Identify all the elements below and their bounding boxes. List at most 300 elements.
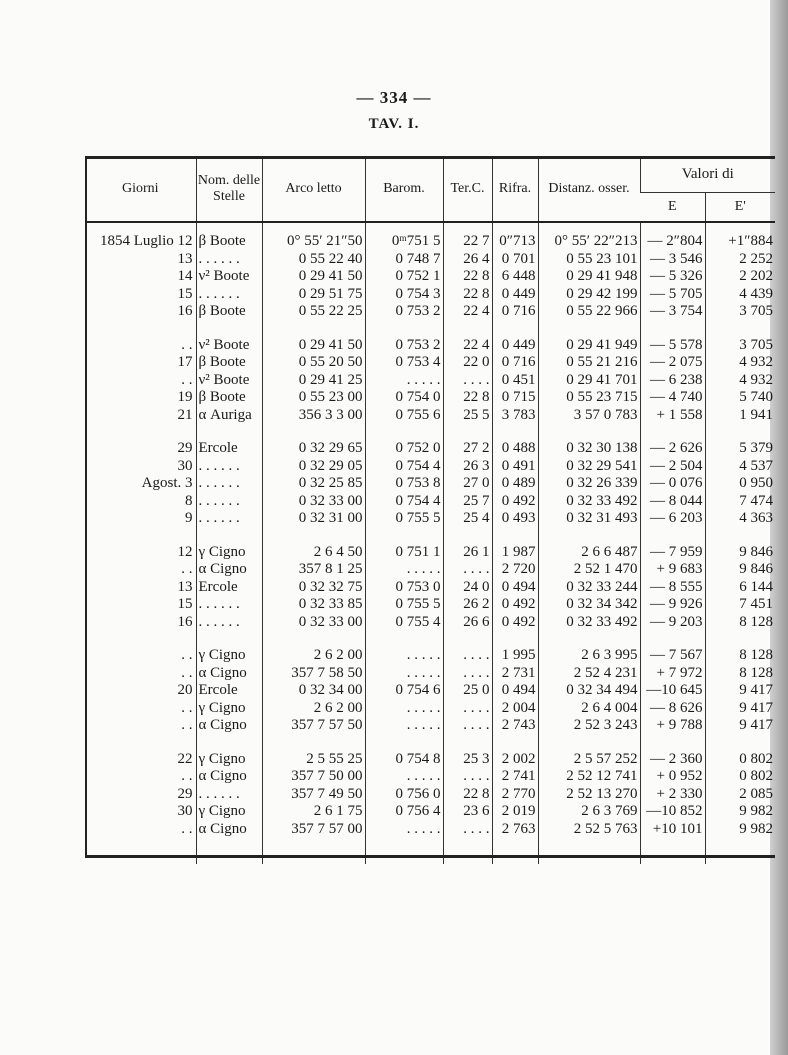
table-row (85, 751, 775, 769)
cell-termometro: 25 4 (443, 510, 492, 528)
cell-barometro: . . . . . (365, 768, 443, 786)
cell-distanza-osservata: 0 55 22 966 (538, 303, 640, 321)
cell-valore-e1: 2 085 (705, 786, 775, 804)
cell-arco-letto: 0 32 25 85 (262, 475, 365, 493)
cell-distanza-osservata: 0 32 33 244 (538, 579, 640, 597)
empty-cell (85, 735, 196, 751)
cell-valore-e1: 4 932 (705, 354, 775, 372)
cell-termometro: 26 1 (443, 544, 492, 562)
cell-valore-e: — 5 705 (640, 286, 705, 304)
cell-valore-e1: +1″884 (705, 233, 775, 251)
spacer-row (85, 631, 775, 647)
cell-giorno: 29 (177, 785, 193, 802)
empty-cell (705, 321, 775, 337)
cell-stella: . . . . . . (196, 596, 262, 614)
table-row (85, 251, 775, 269)
cell-arco-letto: 0 29 41 50 (262, 337, 365, 355)
cell-distanza-osservata: 2 6 6 487 (538, 544, 640, 562)
cell-giorno: . . (181, 664, 193, 681)
cell-arco-letto: 0 32 33 85 (262, 596, 365, 614)
table-row (85, 372, 775, 390)
cell-valore-e1: 3 705 (705, 337, 775, 355)
cell-giorno: 21 (177, 406, 193, 423)
cell-valore-e: — 7 959 (640, 544, 705, 562)
cell-stella: γ Cigno (196, 700, 262, 718)
cell-termometro: 22 4 (443, 303, 492, 321)
cell-barometro: 0 756 4 (365, 803, 443, 821)
cell-valore-e1: 9 417 (705, 682, 775, 700)
cell-rifrazione: 1 995 (492, 647, 538, 665)
cell-stella: γ Cigno (196, 647, 262, 665)
cell-distanza-osservata: 0 32 29 541 (538, 458, 640, 476)
cell-rifrazione: 0 492 (492, 614, 538, 632)
cell-stella: α Auriga (196, 407, 262, 425)
cell-barometro: 0 756 0 (365, 786, 443, 804)
empty-cell (196, 222, 262, 233)
empty-cell (262, 321, 365, 337)
cell-valore-e: — 6 203 (640, 510, 705, 528)
cell-termometro: . . . . (443, 700, 492, 718)
cell-termometro: 27 2 (443, 440, 492, 458)
cell-distanza-osservata: 0 32 34 342 (538, 596, 640, 614)
cell-rifrazione: 2 002 (492, 751, 538, 769)
cell-termometro: 26 6 (443, 614, 492, 632)
cell-stella: β Boote (196, 233, 262, 251)
empty-cell (443, 528, 492, 544)
cell-valore-e1: 1 941 (705, 407, 775, 425)
cell-rifrazione: 2 741 (492, 768, 538, 786)
cell-giorno: 13 (177, 578, 193, 595)
cell-termometro: 22 0 (443, 354, 492, 372)
cell-valore-e: — 5 326 (640, 268, 705, 286)
empty-cell (365, 631, 443, 647)
cell-giorno: Agost. 3 (141, 475, 193, 491)
empty-cell (538, 321, 640, 337)
cell-valore-e: — 7 567 (640, 647, 705, 665)
cell-distanza-osservata: 2 6 3 769 (538, 803, 640, 821)
empty-cell (640, 838, 705, 864)
cell-distanza-osservata: 3 57 0 783 (538, 407, 640, 425)
cell-valore-e1: 2 202 (705, 268, 775, 286)
cell-valore-e1: 9 982 (705, 803, 775, 821)
cell-barometro: 0 754 8 (365, 751, 443, 769)
empty-cell (365, 222, 443, 233)
header-ter: Ter.C. (443, 156, 492, 222)
cell-arco-letto: 0 55 23 00 (262, 389, 365, 407)
cell-termometro: 25 5 (443, 407, 492, 425)
cell-stella: γ Cigno (196, 803, 262, 821)
cell-rifrazione: 0″713 (492, 233, 538, 251)
cell-valore-e: — 4 740 (640, 389, 705, 407)
table-row (85, 354, 775, 372)
empty-cell (196, 321, 262, 337)
cell-barometro: 0 752 1 (365, 268, 443, 286)
cell-stella: β Boote (196, 303, 262, 321)
empty-cell (262, 424, 365, 440)
cell-valore-e1: 7 451 (705, 596, 775, 614)
empty-cell (443, 631, 492, 647)
table-row (85, 665, 775, 683)
empty-cell (705, 631, 775, 647)
cell-arco-letto: 0° 55′ 21″50 (262, 233, 365, 251)
cell-barometro: 0 754 0 (365, 389, 443, 407)
cell-valore-e1: 9 417 (705, 700, 775, 718)
cell-rifrazione: 2 763 (492, 821, 538, 839)
cell-distanza-osservata: 0 55 23 715 (538, 389, 640, 407)
cell-barometro: . . . . . (365, 821, 443, 839)
empty-cell (705, 735, 775, 751)
cell-rifrazione: 2 004 (492, 700, 538, 718)
empty-cell (492, 424, 538, 440)
cell-rifrazione: 0 449 (492, 337, 538, 355)
cell-arco-letto: 357 7 57 00 (262, 821, 365, 839)
empty-cell (492, 838, 538, 864)
table-row (85, 303, 775, 321)
empty-cell (705, 222, 775, 233)
cell-giorno: . . (181, 820, 193, 837)
cell-stella: Ercole (196, 682, 262, 700)
cell-giorno: . . (181, 717, 193, 733)
header-rifra: Rifra. (492, 156, 538, 222)
cell-giorno: 29 (177, 440, 193, 456)
empty-cell (538, 222, 640, 233)
cell-giorno: . . (181, 647, 193, 663)
table-body (85, 222, 775, 864)
empty-cell (262, 838, 365, 864)
empty-cell (85, 222, 196, 233)
cell-valore-e: — 2 075 (640, 354, 705, 372)
cell-stella: . . . . . . (196, 475, 262, 493)
empty-cell (443, 838, 492, 864)
cell-stella: . . . . . . (196, 786, 262, 804)
empty-cell (443, 424, 492, 440)
empty-cell (85, 631, 196, 647)
empty-cell (640, 528, 705, 544)
cell-giorno: 13 (177, 250, 193, 267)
cell-arco-letto: 0 32 33 00 (262, 614, 365, 632)
cell-giorno: 15 (177, 285, 193, 302)
empty-cell (262, 631, 365, 647)
empty-cell (492, 222, 538, 233)
cell-valore-e1: 4 932 (705, 372, 775, 390)
cell-rifrazione: 0 494 (492, 682, 538, 700)
cell-distanza-osservata: 2 52 3 243 (538, 717, 640, 735)
cell-valore-e: — 2″804 (640, 233, 705, 251)
cell-rifrazione: 2 720 (492, 561, 538, 579)
table-row (85, 544, 775, 562)
cell-stella: . . . . . . (196, 510, 262, 528)
cell-arco-letto: 0 32 29 05 (262, 458, 365, 476)
cell-rifrazione: 0 491 (492, 458, 538, 476)
empty-cell (640, 735, 705, 751)
cell-barometro: . . . . . (365, 561, 443, 579)
cell-valore-e: — 2 360 (640, 751, 705, 769)
cell-valore-e1: 0 802 (705, 768, 775, 786)
cell-rifrazione: 2 743 (492, 717, 538, 735)
cell-distanza-osservata: 0 29 41 949 (538, 337, 640, 355)
cell-valore-e: + 9 788 (640, 717, 705, 735)
cell-arco-letto: 0 55 22 40 (262, 251, 365, 269)
cell-valore-e1: 9 846 (705, 544, 775, 562)
empty-cell (705, 528, 775, 544)
cell-giorno: 12 (177, 543, 193, 560)
cell-valore-e: —10 645 (640, 682, 705, 700)
cell-distanza-osservata: 0 29 41 701 (538, 372, 640, 390)
cell-valore-e1: 0 802 (705, 751, 775, 769)
empty-cell (85, 424, 196, 440)
table-row (85, 786, 775, 804)
cell-arco-letto: 0 32 31 00 (262, 510, 365, 528)
cell-distanza-osservata: 0° 55′ 22″213 (538, 233, 640, 251)
cell-giorno: 15 (177, 596, 193, 612)
cell-barometro: 0 754 4 (365, 458, 443, 476)
header-giorni: Giorni (85, 156, 196, 222)
header-barom: Barom. (365, 156, 443, 222)
cell-valore-e1: 8 128 (705, 665, 775, 683)
cell-valore-e: — 6 238 (640, 372, 705, 390)
table-row (85, 561, 775, 579)
cell-giorno: 16 (177, 303, 193, 319)
spacer-row (85, 838, 775, 864)
empty-cell (538, 424, 640, 440)
cell-giorno: . . (181, 699, 193, 716)
cell-giorno: 30 (177, 803, 193, 819)
cell-termometro: 22 8 (443, 268, 492, 286)
cell-stella: . . . . . . (196, 251, 262, 269)
table-title: TAV. I. (368, 116, 420, 132)
empty-cell (443, 222, 492, 233)
empty-cell (365, 838, 443, 864)
cell-barometro: 0 754 3 (365, 286, 443, 304)
table-row (85, 493, 775, 511)
table-row (85, 389, 775, 407)
table-row (85, 233, 775, 251)
cell-stella: β Boote (196, 389, 262, 407)
cell-distanza-osservata: 2 52 5 763 (538, 821, 640, 839)
cell-distanza-osservata: 2 5 57 252 (538, 751, 640, 769)
table-row (85, 268, 775, 286)
cell-stella: Ercole (196, 440, 262, 458)
cell-giorno: . . (181, 768, 193, 784)
cell-giorno: 9 (185, 510, 193, 526)
cell-termometro: 22 8 (443, 786, 492, 804)
cell-giorno: 17 (177, 354, 193, 370)
table-row (85, 682, 775, 700)
cell-arco-letto: 0 29 51 75 (262, 286, 365, 304)
cell-rifrazione: 0 715 (492, 389, 538, 407)
cell-termometro: . . . . (443, 821, 492, 839)
cell-distanza-osservata: 2 52 4 231 (538, 665, 640, 683)
cell-stella: . . . . . . (196, 614, 262, 632)
cell-valore-e: — 3 754 (640, 303, 705, 321)
cell-termometro: . . . . (443, 768, 492, 786)
spacer-row (85, 735, 775, 751)
table-row (85, 717, 775, 735)
cell-stella: α Cigno (196, 768, 262, 786)
cell-rifrazione: 0 492 (492, 596, 538, 614)
cell-arco-letto: 0 32 29 65 (262, 440, 365, 458)
cell-valore-e: — 9 203 (640, 614, 705, 632)
cell-arco-letto: 2 6 1 75 (262, 803, 365, 821)
cell-barometro: 0 755 6 (365, 407, 443, 425)
cell-rifrazione: 0 488 (492, 440, 538, 458)
cell-valore-e1: 5 379 (705, 440, 775, 458)
cell-valore-e1: 5 740 (705, 389, 775, 407)
cell-barometro: . . . . . (365, 647, 443, 665)
spacer-row (85, 528, 775, 544)
cell-stella: γ Cigno (196, 751, 262, 769)
cell-giorno: 8 (185, 492, 193, 509)
cell-stella: . . . . . . (196, 286, 262, 304)
cell-barometro: 0 753 2 (365, 337, 443, 355)
header-distanz: Distanz. osser. (538, 156, 640, 222)
cell-termometro: . . . . (443, 372, 492, 390)
cell-arco-letto: 357 7 58 50 (262, 665, 365, 683)
cell-valore-e1: 3 705 (705, 303, 775, 321)
empty-cell (443, 321, 492, 337)
cell-distanza-osservata: 0 32 30 138 (538, 440, 640, 458)
cell-giorno: 16 (177, 613, 193, 630)
cell-valore-e: — 2 504 (640, 458, 705, 476)
cell-barometro: 0 753 4 (365, 354, 443, 372)
cell-arco-letto: 0 32 34 00 (262, 682, 365, 700)
table-row (85, 440, 775, 458)
cell-termometro: 26 3 (443, 458, 492, 476)
table-row (85, 596, 775, 614)
cell-valore-e: —10 852 (640, 803, 705, 821)
empty-cell (538, 528, 640, 544)
table-row (85, 286, 775, 304)
cell-valore-e1: 7 474 (705, 493, 775, 511)
cell-arco-letto: 0 55 22 25 (262, 303, 365, 321)
cell-barometro: 0ᵐ751 5 (365, 233, 443, 251)
empty-cell (196, 528, 262, 544)
observations-table (85, 156, 775, 864)
empty-cell (492, 735, 538, 751)
empty-cell (492, 528, 538, 544)
cell-barometro: 0 755 5 (365, 596, 443, 614)
cell-termometro: 23 6 (443, 803, 492, 821)
cell-giorno: 30 (177, 457, 193, 474)
empty-cell (262, 222, 365, 233)
cell-termometro: . . . . (443, 665, 492, 683)
cell-barometro: . . . . . (365, 700, 443, 718)
cell-barometro: 0 755 4 (365, 614, 443, 632)
cell-stella: γ Cigno (196, 544, 262, 562)
cell-termometro: 22 8 (443, 389, 492, 407)
cell-barometro: 0 753 0 (365, 579, 443, 597)
empty-cell (640, 631, 705, 647)
cell-giorno: 19 (177, 389, 193, 405)
empty-cell (196, 735, 262, 751)
cell-rifrazione: 2 731 (492, 665, 538, 683)
empty-cell (365, 321, 443, 337)
cell-valore-e: — 0 076 (640, 475, 705, 493)
cell-distanza-osservata: 0 32 26 339 (538, 475, 640, 493)
empty-cell (85, 838, 196, 864)
empty-cell (196, 838, 262, 864)
cell-stella: . . . . . . (196, 493, 262, 511)
cell-giorno: 14 (177, 268, 193, 284)
cell-distanza-osservata: 0 32 34 494 (538, 682, 640, 700)
cell-rifrazione: 0 494 (492, 579, 538, 597)
cell-stella: α Cigno (196, 561, 262, 579)
cell-termometro: . . . . (443, 647, 492, 665)
empty-cell (365, 424, 443, 440)
cell-termometro: 25 3 (443, 751, 492, 769)
empty-cell (705, 424, 775, 440)
empty-cell (640, 222, 705, 233)
cell-valore-e1: 9 417 (705, 717, 775, 735)
cell-rifrazione: 2 019 (492, 803, 538, 821)
cell-rifrazione: 0 716 (492, 303, 538, 321)
cell-valore-e: + 9 683 (640, 561, 705, 579)
cell-rifrazione: 0 701 (492, 251, 538, 269)
cell-barometro: 0 751 1 (365, 544, 443, 562)
cell-barometro: 0 753 8 (365, 475, 443, 493)
table-row (85, 821, 775, 839)
header-e: E (640, 193, 705, 223)
cell-rifrazione: 6 448 (492, 268, 538, 286)
cell-termometro: 22 8 (443, 286, 492, 304)
empty-cell (262, 735, 365, 751)
table-row (85, 458, 775, 476)
cell-valore-e1: 9 846 (705, 561, 775, 579)
empty-cell (538, 631, 640, 647)
empty-cell (640, 424, 705, 440)
cell-rifrazione: 0 451 (492, 372, 538, 390)
table-row (85, 700, 775, 718)
cell-giorno: 20 (177, 682, 193, 698)
cell-termometro: . . . . (443, 561, 492, 579)
cell-rifrazione: 0 493 (492, 510, 538, 528)
cell-valore-e1: 0 950 (705, 475, 775, 493)
cell-termometro: 25 7 (443, 493, 492, 511)
cell-arco-letto: 357 7 57 50 (262, 717, 365, 735)
cell-rifrazione: 0 449 (492, 286, 538, 304)
empty-cell (538, 735, 640, 751)
cell-valore-e: — 9 926 (640, 596, 705, 614)
cell-arco-letto: 0 32 33 00 (262, 493, 365, 511)
cell-giorno: . . (181, 336, 193, 353)
cell-termometro: 26 4 (443, 251, 492, 269)
cell-valore-e: — 8 044 (640, 493, 705, 511)
cell-stella: ν² Boote (196, 268, 262, 286)
cell-valore-e: — 5 578 (640, 337, 705, 355)
table-row (85, 579, 775, 597)
table-row (85, 475, 775, 493)
cell-barometro: . . . . . (365, 665, 443, 683)
cell-stella: Ercole (196, 579, 262, 597)
cell-valore-e: +10 101 (640, 821, 705, 839)
cell-arco-letto: 0 29 41 25 (262, 372, 365, 390)
cell-stella: α Cigno (196, 665, 262, 683)
page-number: — 334 — (356, 88, 432, 107)
cell-valore-e1: 9 982 (705, 821, 775, 839)
empty-cell (85, 528, 196, 544)
cell-arco-letto: 357 8 1 25 (262, 561, 365, 579)
cell-valore-e1: 8 128 (705, 647, 775, 665)
cell-valore-e: + 1 558 (640, 407, 705, 425)
cell-termometro: 22 7 (443, 233, 492, 251)
cell-distanza-osservata: 0 29 42 199 (538, 286, 640, 304)
empty-cell (492, 631, 538, 647)
table-row (85, 803, 775, 821)
empty-cell (85, 321, 196, 337)
cell-termometro: 25 0 (443, 682, 492, 700)
cell-barometro: 0 754 6 (365, 682, 443, 700)
cell-distanza-osservata: 2 6 4 004 (538, 700, 640, 718)
